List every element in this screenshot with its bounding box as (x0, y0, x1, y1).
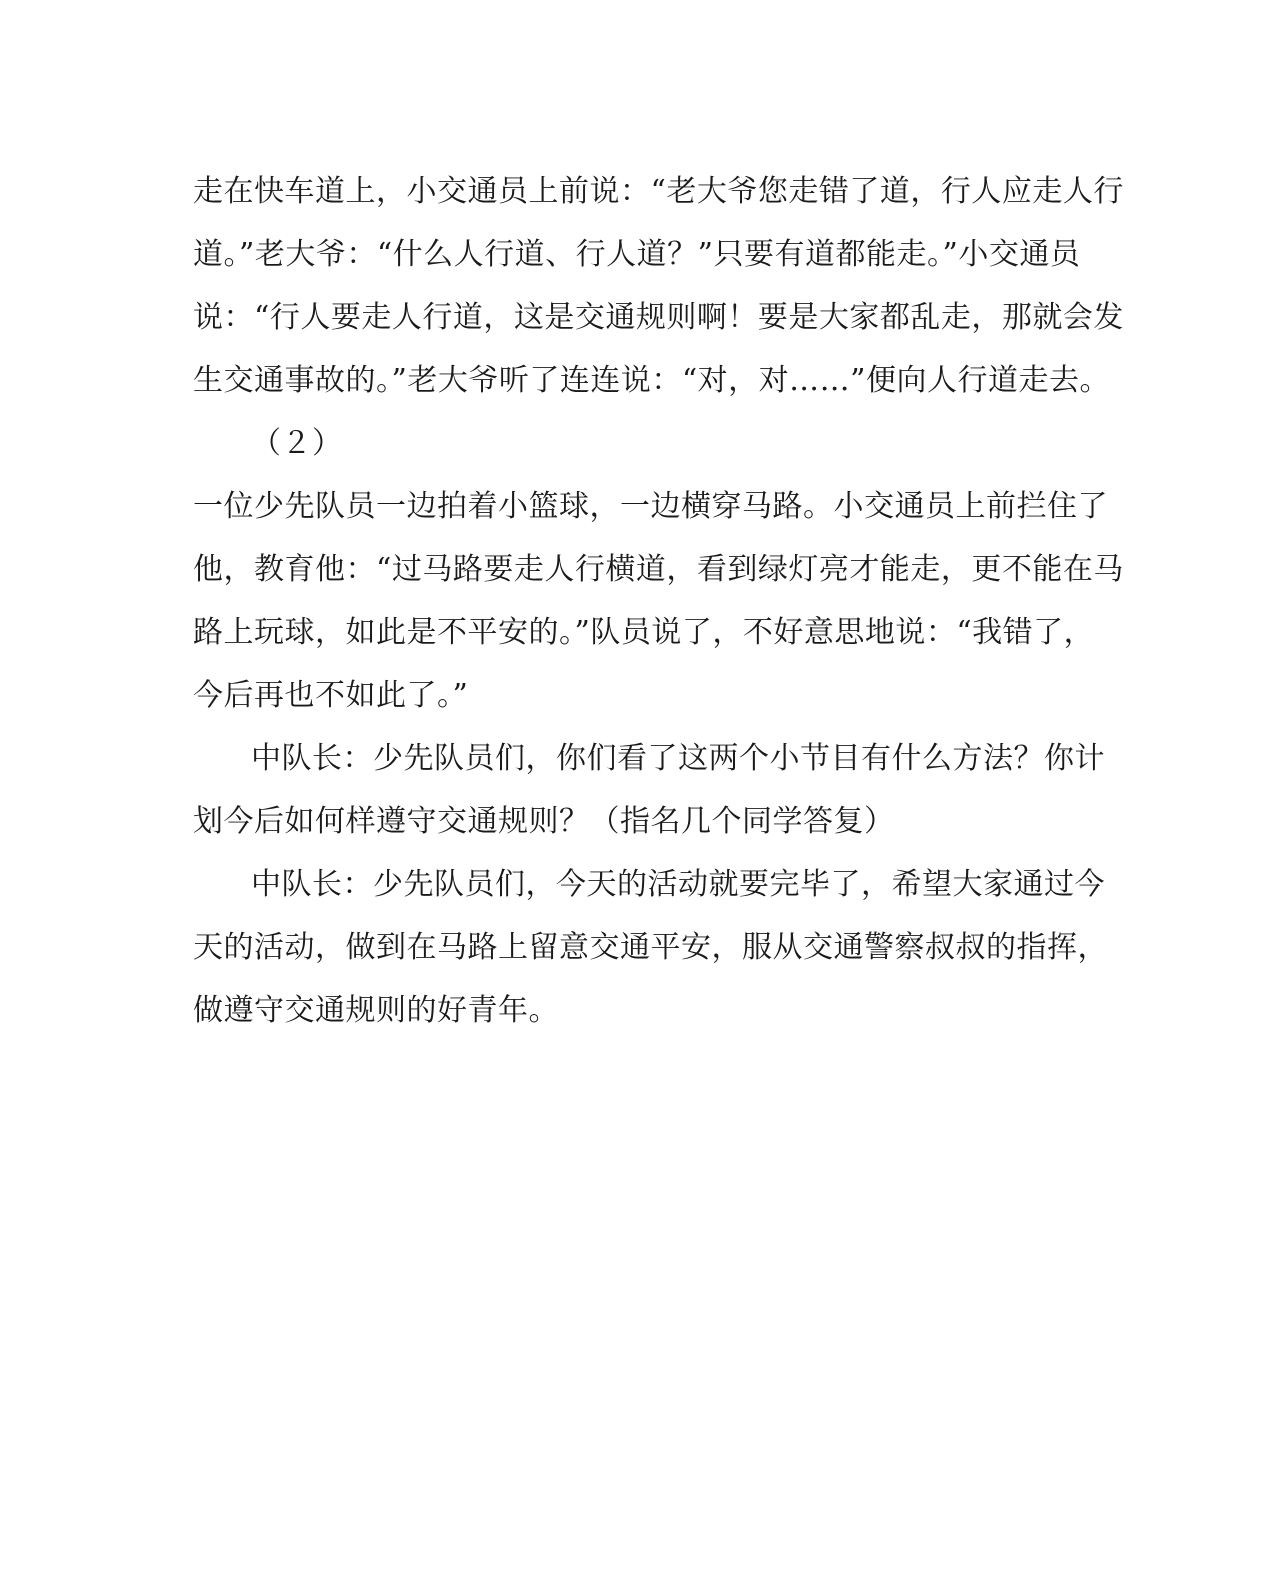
paragraph-line: 中队长：少先队员们，今天的活动就要完毕了，希望大家通过今 (251, 867, 1105, 902)
paragraph-line: 一位少先队员一边拍着小篮球，一边横穿马路。小交通员上前拦住了 (193, 489, 1108, 524)
paragraph-line: 中队长：少先队员们，你们看了这两个小节目有什么方法？你计 (251, 741, 1105, 776)
paragraph-line: 他，教育他：“过马路要走人行横道，看到绿灯亮才能走，更不能在马 (193, 552, 1124, 587)
paragraph-line: 划今后如何样遵守交通规则？（指名几个同学答复） (193, 804, 895, 839)
paragraph-line: 生交通事故的。”老大爷听了连连说：“对，对……”便向人行道走去。 (193, 363, 1111, 398)
section-number: （２） (251, 426, 343, 461)
document-body (193, 160, 1124, 1042)
paragraph-line: 道。”老大爷：“什么人行道、行人道？”只要有道都能走。”小交通员 (193, 237, 1081, 272)
paragraph-line: 说：“行人要走人行道，这是交通规则啊！要是大家都乱走，那就会发 (193, 300, 1124, 335)
paragraph-line: 天的活动，做到在马路上留意交通平安，服从交通警察叔叔的指挥， (193, 930, 1108, 965)
paragraph-line: 走在快车道上，小交通员上前说：“老大爷您走错了道，行人应走人行 (193, 174, 1124, 209)
paragraph-line: 做遵守交通规则的好青年。 (193, 993, 559, 1028)
paragraph-line: 今后再也不如此了。” (193, 678, 469, 713)
paragraph-line: 路上玩球，如此是不平安的。”队员说了，不好意思地说：“我错了， (193, 615, 1095, 650)
